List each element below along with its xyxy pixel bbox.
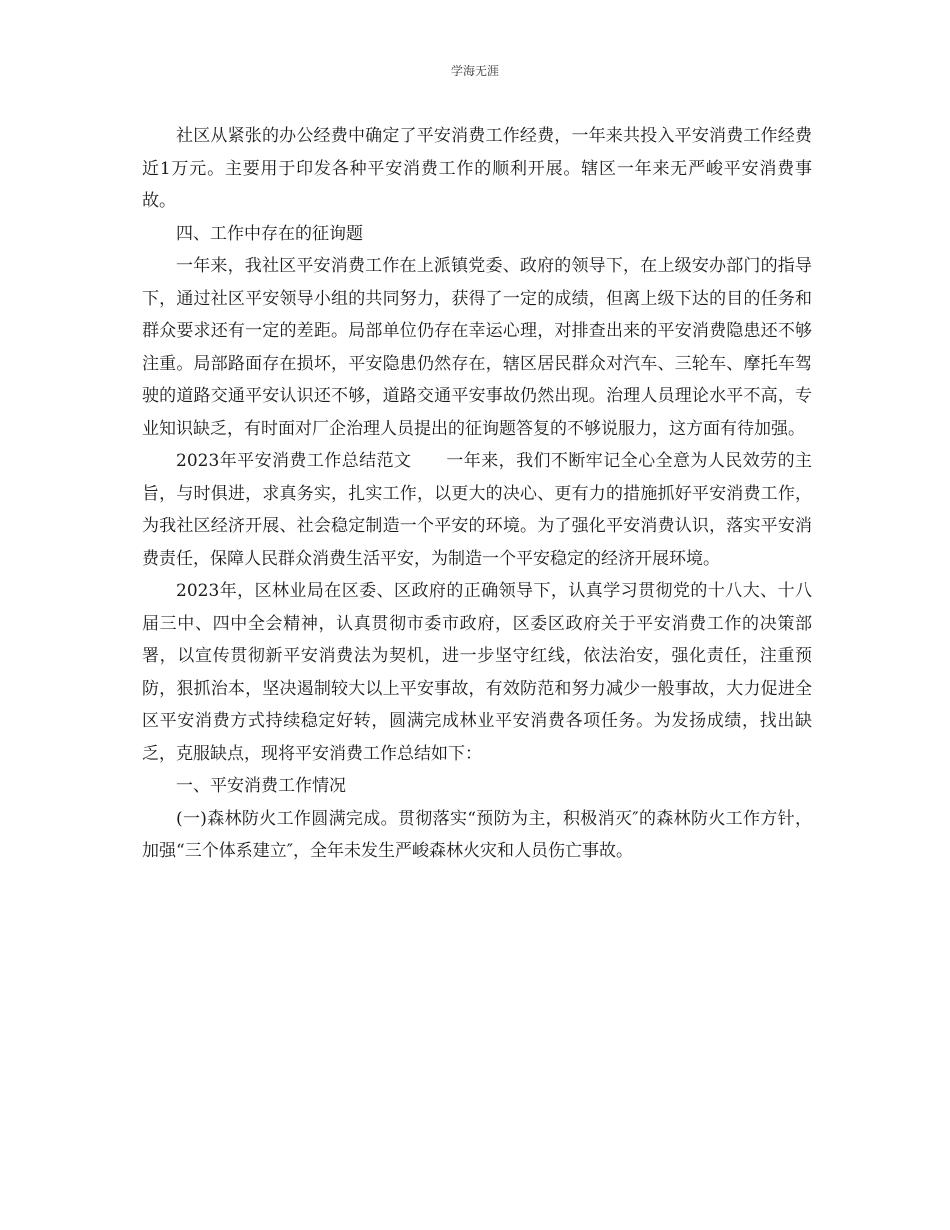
- paragraph-forestry-bureau: 2023年，区林业局在区委、区政府的正确领导下，认真学习贯彻党的十八大、十八届三中、四中全会精神，认真贯彻市委市政府，区委区政府关于平安消费工作的决策部署，以宣传贯彻新平安消费法为契机，进一步坚守红线，依法治安，强化责任，注重预防，狠抓治本，坚决遏制较大以上平安事故，有效防范和努力减少一般事故，大力促进全区平安消费方式持续稳定好转，圆满完成林业平安消费各项任务。为发扬成绩，找出缺乏，克服缺点，现将平安消费工作总结如下：: [142, 581, 812, 764]
- paragraph-fire-prevention: (一)森林防火工作圆满完成。贯彻落实“预防为主，积极消灭″的森林防火工作方针，加强“三个体系建立″，全年未发生严峻森林火灾和人员伤亡事故。: [142, 808, 812, 861]
- paragraph-funding: 社区从紧张的办公经费中确定了平安消费工作经费，一年来共投入平安消费工作经费近1万元。主要用于印发各种平安消费工作的顺利开展。辖区一年来无严峻平安消费事故。: [142, 126, 812, 211]
- section-heading-situation: 一、平安消费工作情况: [176, 776, 346, 796]
- page-header: 学海无涯: [450, 64, 499, 78]
- section-heading-problems: 四、工作中存在的征询题: [176, 223, 363, 244]
- document-body: [142, 120, 812, 868]
- paragraph-problems: 一年来，我社区平安消费工作在上派镇党委、政府的领导下，在上级安办部门的指导下，通过社区平安领导小组的共同努力，获得了一定的成绩，但离上级下达的目的任务和群众要求还有一定的差距。局部单位仍存在幸运心理，对排查出来的平安消费隐患还不够注重。局部路面存在损坏，平安隐患仍然存在，辖区居民群众对汽车、三轮车、摩托车驾驶的道路交通平安认识还不够，道路交通平安事故仍然出现。治理人员理论水平不高，专业知识缺乏，有时面对厂企治理人员提出的征询题答复的不够说服力，这方面有待加强。: [142, 256, 812, 439]
- paragraph-summary-intro: 2023年平安消费工作总结范文 一年来，我们不断牢记全心全意为人民效劳的主旨，与时俱进，求真务实，扎实工作，以更大的决心、更有力的措施抓好平安消费工作，为我社区经济开展、社会稳定制造一个平安的环境。为了强化平安消费认识，落实平安消费责任，保障人民群众消费生活平安，为制造一个平安稳定的经济开展环境。: [142, 451, 812, 569]
